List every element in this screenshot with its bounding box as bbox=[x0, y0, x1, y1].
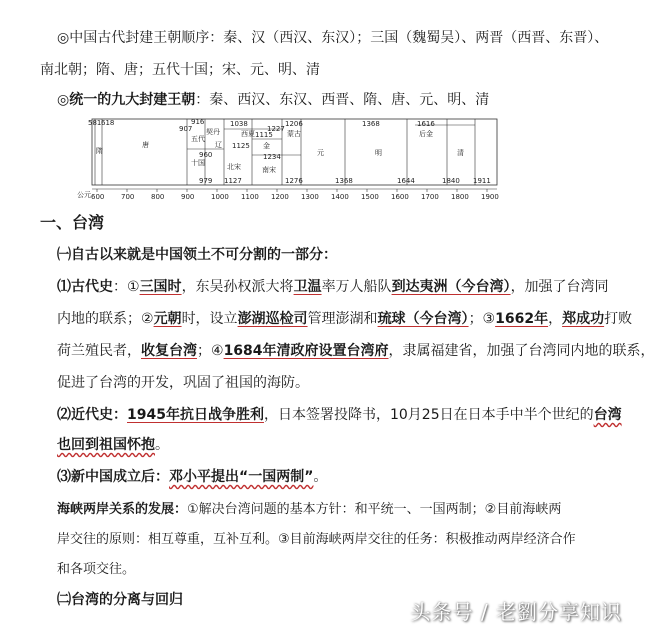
dynasty-order-text-2: 南北朝；隋、唐；五代十国；宋、元、明、清 bbox=[40, 62, 320, 78]
year-581: 581 bbox=[88, 119, 102, 127]
crossstrait-line-1: 海峡两岸关系的发展：①解决台湾问题的基本方针：和平统一、一国两制；②目前海峡两 bbox=[57, 502, 562, 517]
cell-nansong: 南宋 bbox=[262, 166, 276, 174]
year-1368-top: 1368 bbox=[362, 120, 380, 128]
crossstrait-line-2: 岸交往的原则：相互尊重，互补互利。③目前海峡两岸交往的任务：积极推动两岸经济合作 bbox=[57, 532, 576, 547]
timeline-frame bbox=[92, 119, 497, 185]
year-1115: 1115 bbox=[255, 131, 273, 139]
axis-tick-label-1200: 1200 bbox=[271, 193, 289, 201]
modern-line-2: 也回到祖国怀抱。 bbox=[57, 437, 169, 453]
crossstrait-line-3: 和各项交往。 bbox=[57, 562, 136, 577]
subheading-2 bbox=[57, 589, 183, 609]
year-1227: 1227 bbox=[267, 125, 285, 133]
cell-beisong: 北宋 bbox=[227, 163, 241, 171]
axis-tick-label-1600: 1600 bbox=[391, 193, 409, 201]
ancient-label: ⑴古代史 bbox=[57, 279, 113, 295]
year-1840: 1840 bbox=[442, 177, 460, 185]
newchina-label: ⑶新中国成立后： bbox=[57, 469, 169, 485]
unified-dynasties-label: ◎统一的九大封建王朝 bbox=[57, 92, 196, 108]
ancient-line-3: 荷兰殖民者，收复台湾；④1684年清政府设置台湾府，隶属福建省，加强了台湾同内地的联系， bbox=[57, 343, 655, 359]
axis-tick-label-1800: 1800 bbox=[451, 193, 469, 201]
axis-ticks bbox=[91, 189, 499, 201]
subheading-2-text: ㈡台湾的分离与回归 bbox=[57, 592, 183, 608]
cell-jin: 金 bbox=[263, 142, 270, 150]
dynasty-timeline bbox=[77, 117, 507, 202]
year-1125: 1125 bbox=[232, 142, 250, 150]
axis-tick-label-1100: 1100 bbox=[241, 193, 259, 201]
year-1276: 1276 bbox=[285, 177, 303, 185]
cell-xixia: 西夏 bbox=[241, 130, 255, 138]
year-1206: 1206 bbox=[285, 120, 303, 128]
axis-tick-label-1500: 1500 bbox=[361, 193, 379, 201]
dynasty-order-line bbox=[57, 27, 608, 47]
unified-dynasties-line bbox=[57, 89, 489, 109]
cell-sui: 隋 bbox=[96, 147, 103, 155]
dynasty-order-line-2 bbox=[40, 59, 320, 79]
axis-tick-label-1300: 1300 bbox=[301, 193, 319, 201]
cell-houjin: 后金 bbox=[419, 130, 433, 138]
section-heading-taiwan bbox=[40, 210, 104, 233]
year-960: 960 bbox=[199, 151, 213, 159]
cell-tang: 唐 bbox=[142, 141, 149, 149]
axis-tick-label-1000: 1000 bbox=[211, 193, 229, 201]
ancient-line-4: 促进了台湾的开发，巩固了祖国的海防。 bbox=[57, 375, 309, 391]
axis-tick-label-700: 700 bbox=[121, 193, 135, 201]
axis-tick-label-1900: 1900 bbox=[481, 193, 499, 201]
cell-qidan: 契丹 bbox=[206, 128, 220, 136]
axis-tick-label-800: 800 bbox=[151, 193, 165, 201]
year-1368: 1368 bbox=[335, 177, 353, 185]
year-916: 916 bbox=[191, 118, 205, 126]
subheading-1 bbox=[57, 244, 337, 264]
year-1127: 1127 bbox=[224, 177, 242, 185]
year-907: 907 bbox=[179, 125, 193, 133]
modern-label: ⑵近代史： bbox=[57, 407, 127, 423]
axis-tick-label-1700: 1700 bbox=[421, 193, 439, 201]
year-1911: 1911 bbox=[473, 177, 491, 185]
crossstrait-label: 海峡两岸关系的发展： bbox=[57, 502, 188, 517]
axis-prefix: 公元 bbox=[77, 191, 91, 199]
cell-ming: 明 bbox=[375, 149, 382, 157]
axis-tick-label-900: 900 bbox=[181, 193, 195, 201]
subheading-1-text: ㈠自古以来就是中国领土不可分割的一部分： bbox=[57, 247, 337, 263]
year-979: 979 bbox=[199, 177, 213, 185]
ancient-line-2: 内地的联系；②元朝时，设立澎湖巡检司管理澎湖和琉球（今台湾）；③1662年，郑成功打败 bbox=[57, 311, 633, 327]
cell-yuan: 元 bbox=[317, 149, 324, 157]
cell-liao: 辽 bbox=[215, 141, 222, 149]
axis-tick-label-1400: 1400 bbox=[331, 193, 349, 201]
unified-dynasties-list: ：秦、西汉、东汉、西晋、隋、唐、元、明、清 bbox=[195, 92, 490, 108]
year-618: 618 bbox=[101, 119, 115, 127]
cell-shiguo: 十国 bbox=[191, 159, 205, 167]
modern-line-1: ⑵近代史：1945年抗日战争胜利，日本签署投降书，10月25日在日本手中半个世纪的台湾 bbox=[57, 407, 622, 423]
year-1038: 1038 bbox=[230, 120, 248, 128]
year-1616: 1616 bbox=[417, 120, 435, 128]
cell-wudai: 五代 bbox=[191, 135, 205, 143]
cell-qing: 清 bbox=[457, 149, 464, 157]
cell-menggu: 蒙古 bbox=[287, 130, 301, 138]
watermark: 头条号 / 老劉分享知识 bbox=[410, 600, 622, 624]
ancient-line-1: ⑴古代史：①三国时，东吴孙权派大将卫温率万人船队到达夷洲（今台湾），加强了台湾同 bbox=[57, 279, 609, 295]
section-heading-text: 一、台湾 bbox=[40, 213, 105, 232]
dynasty-order-text: ◎中国古代封建王朝顺序：秦、汉（西汉、东汉）；三国（魏蜀吴）、两晋（西晋、东晋）、 bbox=[57, 30, 609, 46]
axis-tick-label-600: 600 bbox=[91, 193, 105, 201]
year-1234: 1234 bbox=[263, 153, 281, 161]
newchina-line: ⑶新中国成立后：邓小平提出“一国两制”。 bbox=[57, 469, 328, 485]
year-1644: 1644 bbox=[397, 177, 415, 185]
